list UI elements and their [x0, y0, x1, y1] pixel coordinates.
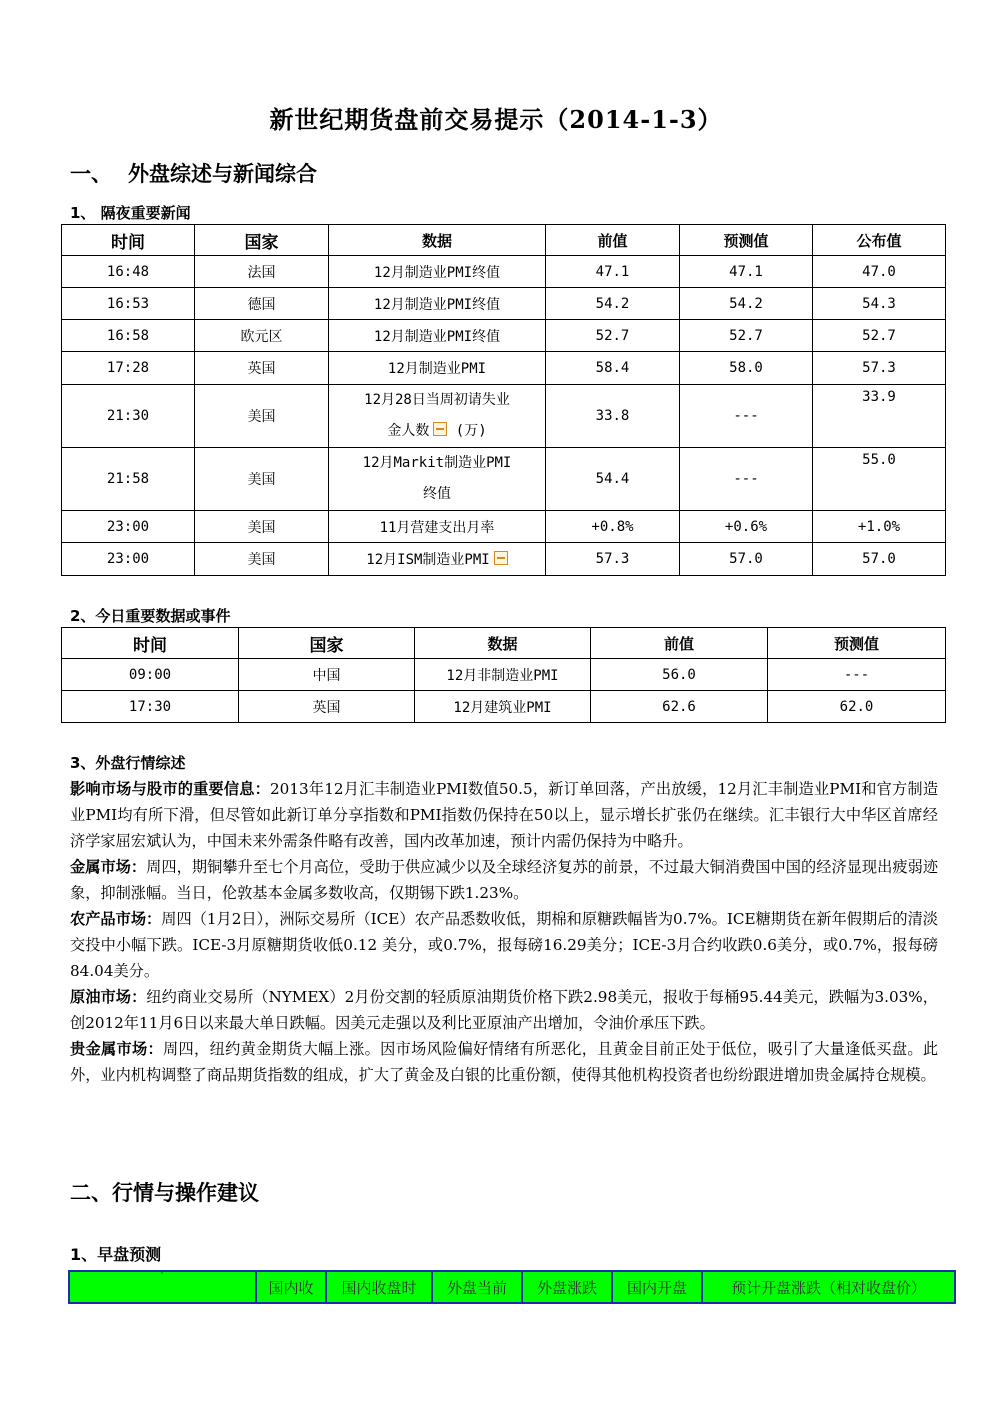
cell-time: 23:00 — [62, 543, 195, 576]
header-country: 国家 — [195, 225, 329, 256]
header-actual: 公布值 — [813, 225, 946, 256]
paragraph-label: 影响市场与股市的重要信息： — [70, 780, 271, 798]
cell-actual: 52.7 — [813, 320, 946, 352]
section-1-heading — [70, 158, 317, 188]
header-forecast: 预测值 — [768, 628, 946, 659]
cell-item-text: 12月ISM制造业PMI — [366, 552, 490, 568]
cell-actual: +1.0% — [813, 511, 946, 543]
cell-time: 16:53 — [62, 288, 195, 320]
paragraph-metals — [70, 854, 938, 906]
morning-forecast-table — [68, 1270, 956, 1304]
cell-prev: 47.1 — [546, 256, 680, 288]
cell-country: 美国 — [195, 448, 329, 511]
cell-item — [329, 448, 546, 511]
morning-heading: 1、早盘预测 — [70, 1245, 162, 1264]
header-data: 数据 — [415, 628, 591, 659]
paragraph-crude-oil — [70, 984, 938, 1036]
cell-country: 英国 — [195, 352, 329, 385]
table-header-row — [62, 225, 946, 256]
header-blank: ` — [69, 1271, 256, 1303]
table-row — [62, 385, 946, 448]
news-heading: 1、 隔夜重要新闻 — [70, 204, 191, 222]
table-row — [62, 448, 946, 511]
header-domestic-open: 国内开盘 — [612, 1271, 702, 1303]
header-prev: 前值 — [591, 628, 768, 659]
cell-item-unit: (万) — [455, 423, 487, 439]
paragraph-label: 贵金属市场： — [70, 1040, 164, 1058]
cell-item — [329, 385, 546, 448]
header-foreign-change: 外盘涨跌 — [522, 1271, 612, 1303]
review-paragraphs — [70, 776, 938, 1088]
cell-time: 23:00 — [62, 511, 195, 543]
cell-time: 21:58 — [62, 448, 195, 511]
table-header-row — [62, 628, 946, 659]
paragraph-text: 周四（1月2日），洲际交易所（ICE）农产品悉数收低，期棉和原糖跌幅皆为0.7%。ICE糖期货在新年假期后的清淡交投中小幅下跌。ICE-3月原糖期货收低0.12 美分，或0.7%，报每磅16.29美分；ICE-3月合约收跌0.6美分，或0.7%，报每磅84.04美分。 — [70, 910, 938, 980]
paragraph-precious-metals — [70, 1036, 938, 1088]
cell-actual: 57.3 — [813, 352, 946, 385]
cell-forecast: 62.0 — [768, 691, 946, 723]
cell-time: 16:48 — [62, 256, 195, 288]
today-heading: 2、今日重要数据或事件 — [70, 607, 231, 625]
cell-time: 17:28 — [62, 352, 195, 385]
header-forecast: 预测值 — [680, 225, 813, 256]
cell-forecast: --- — [680, 448, 813, 511]
cell-actual: 47.0 — [813, 256, 946, 288]
cell-actual: 54.3 — [813, 288, 946, 320]
cell-time: 21:30 — [62, 385, 195, 448]
cell-time: 17:30 — [62, 691, 239, 723]
cell-forecast: +0.6% — [680, 511, 813, 543]
cell-item: 12月建筑业PMI — [415, 691, 591, 723]
overnight-news-table — [61, 224, 946, 576]
table-row — [62, 352, 946, 385]
cell-time: 09:00 — [62, 659, 239, 691]
cell-prev: 33.8 — [546, 385, 680, 448]
cell-item: 12月制造业PMI — [329, 352, 546, 385]
cell-prev: +0.8% — [546, 511, 680, 543]
table-row — [62, 543, 946, 576]
cell-item-line-2 — [333, 416, 541, 447]
cell-country: 德国 — [195, 288, 329, 320]
cell-actual: 57.0 — [813, 543, 946, 576]
header-time: 时间 — [62, 225, 195, 256]
today-events-table — [61, 627, 946, 723]
cell-item-line-2-text: 金人数 — [387, 423, 430, 439]
cell-item-line-2: 终值 — [423, 486, 451, 502]
cell-country: 美国 — [195, 385, 329, 448]
cell-country: 美国 — [195, 543, 329, 576]
header-time: 时间 — [62, 628, 239, 659]
cell-item-line-1: 12月Markit制造业PMI — [362, 455, 512, 471]
table-row — [62, 256, 946, 288]
cell-forecast: 47.1 — [680, 256, 813, 288]
note-icon[interactable] — [433, 422, 447, 436]
paragraph-text: 周四，期铜攀升至七个月高位，受助于供应减少以及全球经济复苏的前景，不过最大铜消费国中国的经济显现出疲弱迹象，抑制涨幅。当日，伦敦基本金属多数收高，仅期锡下跌1.23%。 — [70, 858, 939, 902]
table-header-row — [69, 1271, 955, 1303]
cell-actual: 33.9 — [813, 385, 946, 448]
table-row — [62, 288, 946, 320]
cell-item: 12月制造业PMI终值 — [329, 320, 546, 352]
cell-country: 法国 — [195, 256, 329, 288]
header-expected-open-change: 预计开盘涨跌（相对收盘价） — [702, 1271, 955, 1303]
table-row — [62, 691, 946, 723]
cell-prev: 52.7 — [546, 320, 680, 352]
header-prev: 前值 — [546, 225, 680, 256]
cell-prev: 62.6 — [591, 691, 768, 723]
paragraph-market-info — [70, 776, 938, 854]
cell-country: 美国 — [195, 511, 329, 543]
paragraph-agriculture — [70, 906, 938, 984]
document-title: 新世纪期货盘前交易提示（2014-1-3） — [269, 105, 723, 134]
cell-prev: 57.3 — [546, 543, 680, 576]
cell-item: 11月营建支出月率 — [329, 511, 546, 543]
cell-prev: 54.4 — [546, 448, 680, 511]
cell-item: 12月制造业PMI终值 — [329, 256, 546, 288]
cell-country: 中国 — [239, 659, 415, 691]
table-row — [62, 511, 946, 543]
cell-forecast: 57.0 — [680, 543, 813, 576]
cell-forecast: 58.0 — [680, 352, 813, 385]
paragraph-label: 金属市场： — [70, 858, 147, 876]
cell-item: 12月非制造业PMI — [415, 659, 591, 691]
table-row — [62, 659, 946, 691]
paragraph-text: 2013年12月汇丰制造业PMI数值50.5，新订单回落，产出放缓，12月汇丰制造业PMI和官方制造业PMI均有所下滑，但尽管如此新订单分享指数和PMI指数仍保持在50以上，显示增长扩张仍在继续。汇丰银行大中华区首席经济学家屈宏斌认为，中国未来外需条件略有改善，国内改革加速，预计内需仍保持为中略升。 — [70, 780, 939, 850]
cell-forecast: --- — [680, 385, 813, 448]
paragraph-label: 原油市场： — [70, 988, 147, 1006]
cell-item-line-1: 12月28日当周初请失业 — [364, 392, 510, 408]
section-1-number: 一、 — [70, 162, 112, 186]
header-foreign-current: 外盘当前 — [432, 1271, 522, 1303]
cell-forecast: 52.7 — [680, 320, 813, 352]
cell-prev: 56.0 — [591, 659, 768, 691]
paragraph-text: 纽约商业交易所（NYMEX）2月份交割的轻质原油期货价格下跌2.98美元，报收于每桶95.44美元，跌幅为3.03%，创2012年11月6日以来最大单日跌幅。因美元走强以及利比亚原油产出增加，令油价承压下跌。 — [70, 988, 938, 1032]
cell-country: 欧元区 — [195, 320, 329, 352]
review-heading: 3、外盘行情综述 — [70, 754, 186, 772]
cell-prev: 54.2 — [546, 288, 680, 320]
header-domestic-close-time: 国内收盘时 — [326, 1271, 432, 1303]
header-domestic-close: 国内收 — [256, 1271, 326, 1303]
section-2-heading: 二、行情与操作建议 — [70, 1181, 259, 1205]
cell-actual: 55.0 — [813, 448, 946, 511]
header-country: 国家 — [239, 628, 415, 659]
cell-time: 16:58 — [62, 320, 195, 352]
note-icon[interactable] — [494, 551, 508, 565]
cell-item: 12月制造业PMI终值 — [329, 288, 546, 320]
cell-forecast: --- — [768, 659, 946, 691]
section-1-title: 外盘综述与新闻综合 — [128, 162, 317, 186]
paragraph-text: 周四，纽约黄金期货大幅上涨。因市场风险偏好情绪有所恶化，且黄金目前正处于低位，吸引了大量逢低买盘。此外，业内机构调整了商品期货指数的组成，扩大了黄金及白银的比重份额，使得其他机构投资者也纷纷跟进增加贵金属持仓规模。 — [70, 1040, 939, 1084]
cell-prev: 58.4 — [546, 352, 680, 385]
cell-item — [329, 543, 546, 576]
table-row — [62, 320, 946, 352]
header-data: 数据 — [329, 225, 546, 256]
cell-country: 英国 — [239, 691, 415, 723]
cell-forecast: 54.2 — [680, 288, 813, 320]
paragraph-label: 农产品市场： — [70, 910, 162, 928]
